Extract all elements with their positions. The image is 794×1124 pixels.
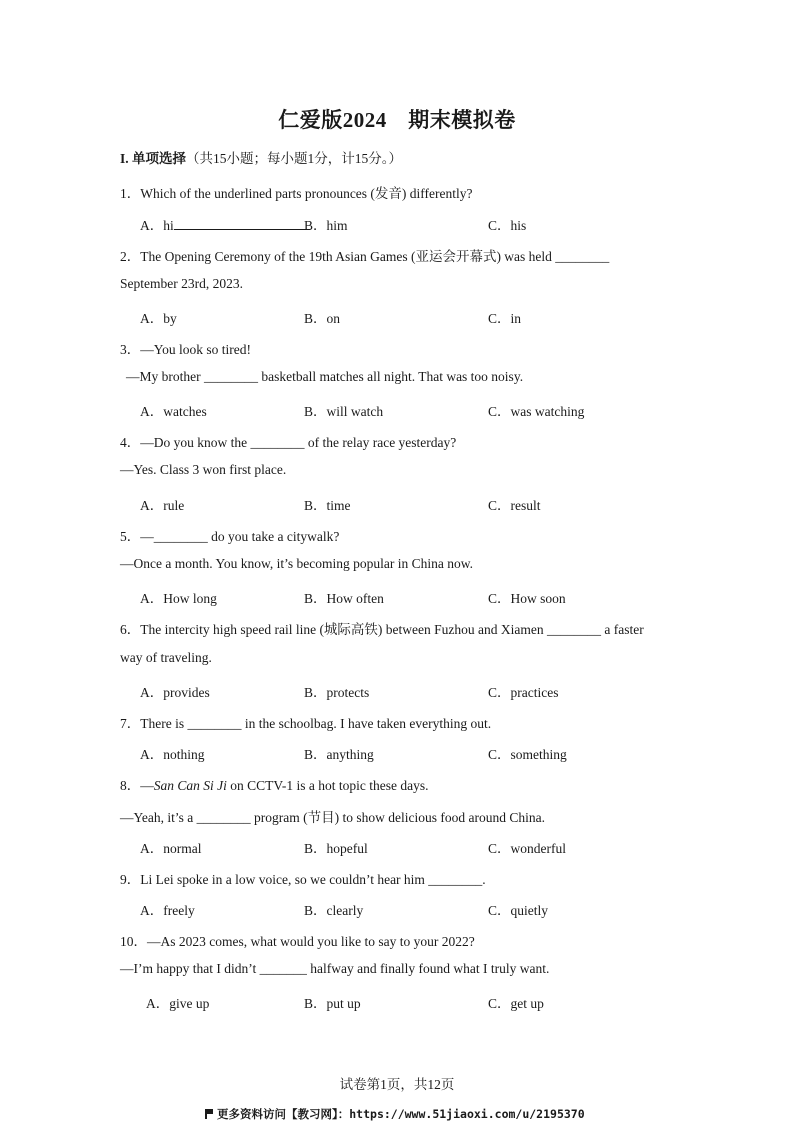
question-1-option-b[interactable]: B．him — [304, 218, 348, 233]
section-label: I. 单项选择 — [120, 151, 187, 166]
question-7-option-b[interactable]: B．anything — [304, 747, 374, 762]
question-1-stem: 1．Which of the underlined parts pronounces (发音) differently? — [120, 186, 473, 201]
question-7-option-c[interactable]: C．something — [488, 747, 567, 762]
underline-blank — [174, 217, 310, 230]
page-title: 仁爱版2024 期末模拟卷 — [278, 108, 516, 132]
stem-suffix: on CCTV-1 is a hot topic these days. — [226, 778, 429, 793]
question-4-option-a[interactable]: A．rule — [140, 498, 185, 513]
section-heading — [120, 147, 402, 167]
question-1-option-c[interactable]: C．his — [488, 218, 527, 233]
question-6-option-b[interactable]: B．protects — [304, 685, 370, 700]
question-9-option-b[interactable]: B．clearly — [304, 903, 364, 918]
question-3-option-b[interactable]: B．will watch — [304, 404, 384, 419]
question-10-option-b[interactable]: B．put up — [304, 996, 361, 1011]
question-2-stem: 2．The Opening Ceremony of the 19th Asian Games (亚运会开幕式) was held ________ — [120, 249, 610, 264]
question-7-option-a[interactable]: A．nothing — [140, 747, 205, 762]
question-8-stem — [120, 774, 429, 794]
stem-prefix: 8．— — [120, 778, 154, 793]
question-8-option-b[interactable]: B．hopeful — [304, 841, 368, 856]
question-6-stem: 6．The intercity high speed rail line (城际高铁) between Fuzhou and Xiamen ________ a faster — [120, 622, 644, 637]
question-10-stem-cont: —I’m happy that I didn’t _______ halfway and finally found what I truly want. — [120, 961, 550, 976]
question-2-stem-cont: September 23rd, 2023. — [120, 276, 243, 291]
question-3-stem-cont: —My brother ________ basketball matches all night. That was too noisy. — [126, 369, 524, 384]
question-9-option-a[interactable]: A．freely — [140, 903, 195, 918]
question-8-stem-cont: —Yeah, it’s a ________ program (节目) to show delicious food around China. — [120, 810, 545, 825]
question-3-option-c[interactable]: C．was watching — [488, 404, 585, 419]
ad-link[interactable] — [205, 1106, 585, 1122]
question-10-stem: 10．—As 2023 comes, what would you like to say to your 2022? — [120, 934, 475, 949]
question-10-option-a[interactable]: A．give up — [146, 996, 210, 1011]
question-7-stem: 7．There is ________ in the schoolbag. I have taken everything out. — [120, 716, 492, 731]
section-note: （共15小题；每小题1分，计15分。） — [186, 151, 403, 166]
question-9-stem: 9．Li Lei spoke in a low voice, so we couldn’t hear him ________. — [120, 872, 486, 887]
question-8-option-c[interactable]: C．wonderful — [488, 841, 566, 856]
question-2-option-a[interactable]: A．by — [140, 311, 177, 326]
question-2-option-b[interactable]: B．on — [304, 311, 341, 326]
question-3-option-a[interactable]: A．watches — [140, 404, 207, 419]
option-text: A．hi — [140, 218, 174, 233]
question-3-stem: 3．—You look so tired! — [120, 342, 252, 357]
question-6-option-a[interactable]: A．provides — [140, 685, 210, 700]
question-5-option-b[interactable]: B．How often — [304, 591, 384, 606]
question-2-option-c[interactable]: C．in — [488, 311, 522, 326]
ad-text: 更多资料访问【教习网】：https://www.51jiaoxi.com/u/2195370 — [217, 1107, 585, 1121]
question-4-option-b[interactable]: B．time — [304, 498, 351, 513]
question-5-option-c[interactable]: C．How soon — [488, 591, 566, 606]
question-5-stem-cont: —Once a month. You know, it’s becoming popular in China now. — [120, 556, 473, 571]
question-6-option-c[interactable]: C．practices — [488, 685, 559, 700]
question-5-option-a[interactable]: A．How long — [140, 591, 217, 606]
program-title: San Can Si Ji — [153, 778, 227, 793]
flag-icon — [205, 1109, 213, 1119]
question-1-option-a[interactable] — [140, 214, 310, 234]
page-footer: 试卷第1页，共12页 — [339, 1077, 455, 1092]
question-8-option-a[interactable]: A．normal — [140, 841, 202, 856]
question-5-stem: 5．—________ do you take a citywalk? — [120, 529, 340, 544]
question-4-option-c[interactable]: C．result — [488, 498, 541, 513]
question-6-stem-cont: way of traveling. — [120, 650, 212, 665]
question-4-stem: 4．—Do you know the ________ of the relay race yesterday? — [120, 435, 457, 450]
question-10-option-c[interactable]: C．get up — [488, 996, 544, 1011]
question-4-stem-cont: —Yes. Class 3 won first place. — [120, 462, 287, 477]
question-9-option-c[interactable]: C．quietly — [488, 903, 548, 918]
